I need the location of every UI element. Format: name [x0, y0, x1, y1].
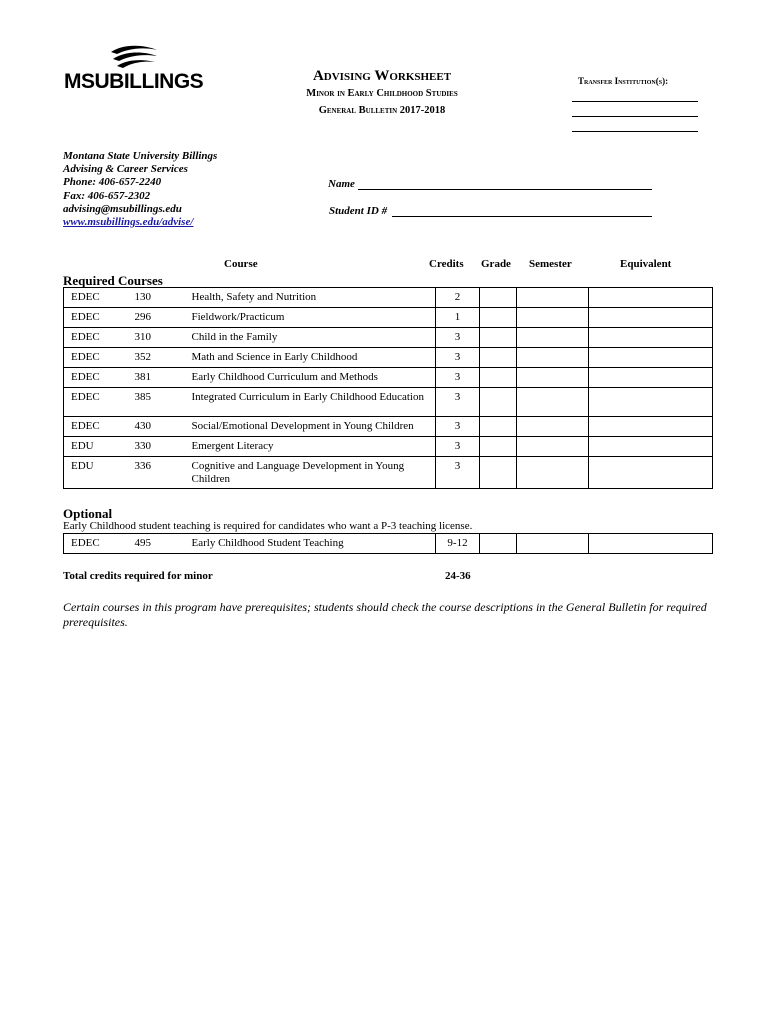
msu-billings-logo	[64, 44, 214, 94]
transfer-institution-line-3[interactable]	[572, 131, 698, 132]
grade-cell[interactable]	[480, 368, 517, 388]
course-number: 296	[131, 308, 188, 328]
advising-website-link[interactable]: www.msubillings.edu/advise/	[63, 216, 194, 229]
course-title: Child in the Family	[188, 328, 436, 348]
course-row	[64, 288, 713, 308]
course-dept: EDEC	[64, 388, 131, 417]
course-title: Social/Emotional Development in Young Children	[188, 417, 436, 437]
equivalent-cell[interactable]	[589, 437, 713, 457]
university-name: Montana State University Billings	[63, 150, 218, 162]
page-subtitle: Minor in Early Childhood Studies	[306, 88, 458, 99]
course-credits: 1	[436, 308, 480, 328]
logo-wordmark: MSUBILLINGS	[64, 70, 204, 93]
page-title: Advising Worksheet	[312, 68, 452, 84]
equivalent-cell[interactable]	[589, 417, 713, 437]
course-row	[64, 388, 713, 417]
email-address: advising@msubillings.edu	[63, 202, 182, 215]
grade-cell[interactable]	[480, 388, 517, 417]
equivalent-cell[interactable]	[589, 534, 713, 554]
equivalent-cell[interactable]	[589, 328, 713, 348]
office-name: Advising & Career Services	[63, 163, 188, 176]
semester-cell[interactable]	[517, 457, 589, 489]
course-number: 430	[131, 417, 188, 437]
course-credits: 3	[436, 368, 480, 388]
equivalent-cell[interactable]	[589, 457, 713, 489]
semester-cell[interactable]	[517, 534, 589, 554]
course-dept: EDEC	[64, 328, 131, 348]
equivalent-cell[interactable]	[589, 388, 713, 417]
course-row	[64, 348, 713, 368]
course-credits: 3	[436, 388, 480, 417]
course-dept: EDEC	[64, 417, 131, 437]
semester-cell[interactable]	[517, 417, 589, 437]
semester-cell[interactable]	[517, 437, 589, 457]
logo-swoosh-icon	[109, 44, 159, 70]
optional-note: Early Childhood student teaching is required for candidates who want a P-3 teaching license.	[63, 520, 473, 532]
equivalent-cell[interactable]	[589, 288, 713, 308]
course-row	[64, 417, 713, 437]
grade-cell[interactable]	[480, 457, 517, 489]
course-column-header: Course	[224, 258, 258, 270]
semester-cell[interactable]	[517, 308, 589, 328]
prerequisites-footnote: Certain courses in this program have prerequisites; students should check the course descriptions in the General Bulletin for required prerequisites.	[63, 600, 707, 629]
course-row	[64, 457, 713, 489]
course-row	[64, 534, 713, 554]
course-number: 130	[131, 288, 188, 308]
course-title: Early Childhood Student Teaching	[188, 534, 436, 554]
grade-cell[interactable]	[480, 437, 517, 457]
optional-heading: Optional	[63, 506, 113, 521]
grade-cell[interactable]	[480, 328, 517, 348]
course-row	[64, 368, 713, 388]
equivalent-cell[interactable]	[589, 368, 713, 388]
semester-column-header: Semester	[529, 258, 572, 270]
credits-column-header: Credits	[429, 258, 464, 270]
total-credits-label: Total credits required for minor	[63, 570, 213, 582]
grade-column-header: Grade	[481, 258, 511, 270]
course-number: 330	[131, 437, 188, 457]
course-title: Integrated Curriculum in Early Childhood Education	[188, 388, 436, 417]
contact-block	[63, 150, 217, 229]
required-courses-table	[63, 287, 713, 489]
semester-cell[interactable]	[517, 388, 589, 417]
transfer-institution-line-2[interactable]	[572, 116, 698, 117]
equivalent-cell[interactable]	[589, 308, 713, 328]
course-dept: EDEC	[64, 288, 131, 308]
course-number: 381	[131, 368, 188, 388]
semester-cell[interactable]	[517, 328, 589, 348]
grade-cell[interactable]	[480, 348, 517, 368]
course-title: Fieldwork/Practicum	[188, 308, 436, 328]
bulletin-label: General Bulletin 2017-2018	[318, 105, 446, 116]
course-dept: EDEC	[64, 308, 131, 328]
name-label: Name	[328, 178, 355, 190]
course-row	[64, 308, 713, 328]
course-number: 352	[131, 348, 188, 368]
phone-number: Phone: 406-657-2240	[63, 176, 162, 189]
course-dept: EDEC	[64, 368, 131, 388]
semester-cell[interactable]	[517, 368, 589, 388]
course-title: Cognitive and Language Development in Young Children	[188, 457, 436, 489]
course-credits: 2	[436, 288, 480, 308]
course-row	[64, 328, 713, 348]
transfer-institutions-label: Transfer Institution(s):	[578, 76, 669, 86]
fax-number: Fax: 406-657-2302	[63, 189, 151, 202]
equivalent-cell[interactable]	[589, 348, 713, 368]
semester-cell[interactable]	[517, 348, 589, 368]
course-row	[64, 437, 713, 457]
course-credits: 3	[436, 417, 480, 437]
course-title: Emergent Literacy	[188, 437, 436, 457]
grade-cell[interactable]	[480, 308, 517, 328]
semester-cell[interactable]	[517, 288, 589, 308]
student-id-label: Student ID #	[329, 205, 388, 217]
course-title: Math and Science in Early Childhood	[188, 348, 436, 368]
course-number: 336	[131, 457, 188, 489]
course-dept: EDU	[64, 437, 131, 457]
student-id-field[interactable]	[392, 216, 652, 217]
course-credits: 9-12	[436, 534, 480, 554]
course-number: 495	[131, 534, 188, 554]
course-credits: 3	[436, 457, 480, 489]
course-number: 310	[131, 328, 188, 348]
optional-courses-table	[63, 533, 713, 554]
course-credits: 3	[436, 437, 480, 457]
grade-cell[interactable]	[480, 288, 517, 308]
grade-cell[interactable]	[480, 534, 517, 554]
name-field[interactable]	[358, 189, 652, 190]
course-dept: EDU	[64, 457, 131, 489]
course-credits: 3	[436, 328, 480, 348]
transfer-institution-line-1[interactable]	[572, 101, 698, 102]
course-dept: EDEC	[64, 348, 131, 368]
grade-cell[interactable]	[480, 417, 517, 437]
equivalent-column-header: Equivalent	[620, 258, 672, 270]
total-credits-value: 24-36	[445, 570, 471, 582]
course-title: Early Childhood Curriculum and Methods	[188, 368, 436, 388]
course-title: Health, Safety and Nutrition	[188, 288, 436, 308]
course-number: 385	[131, 388, 188, 417]
required-courses-heading: Required Courses	[63, 273, 163, 288]
course-dept: EDEC	[64, 534, 131, 554]
course-credits: 3	[436, 348, 480, 368]
